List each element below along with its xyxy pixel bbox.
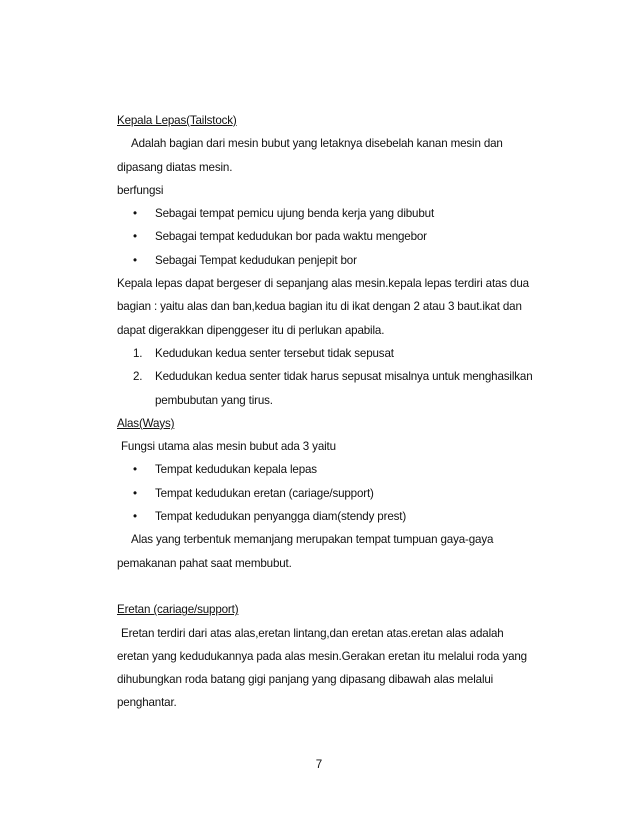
list-item [117,249,557,272]
carriage-para-line2: eretan yang kedudukannya pada alas mesin.Gerakan eretan itu melalui roda yang [117,649,527,663]
bullet-icon: • [133,486,137,500]
page-number: 7 [315,758,323,771]
list-item [117,458,557,481]
list-item-text: Sebagai tempat pemicu ujung benda kerja yang dibubut [155,207,435,221]
tailstock-para1-line1: Adalah bagian dari mesin bubut yang letaknya disebelah kanan mesin dan [131,137,503,151]
tailstock-para2-line2: bagian : yaitu alas dan ban,kedua bagian itu di ikat dengan 2 atau 3 baut.ikat dan [117,300,522,314]
numbered-item-continuation: pembubutan yang tirus. [155,393,273,407]
tailstock-para2-line3: dapat digerakkan dipenggeser itu di perlukan apabila. [117,323,385,337]
list-item-text: Tempat kedudukan eretan (cariage/support) [155,486,374,500]
bullet-icon: • [133,230,137,244]
heading-carriage: Eretan (cariage/support) [117,603,239,617]
numbered-item [117,342,557,365]
tailstock-para1-line2: dipasang diatas mesin. [117,160,233,174]
list-item [117,202,557,225]
heading-ways: Alas(Ways) [117,416,175,430]
ways-para-line1: Alas yang terbentuk memanjang merupakan tempat tumpuan gaya-gaya [131,533,494,547]
numbered-item [117,365,557,388]
heading-tailstock: Kepala Lepas(Tailstock) [117,114,237,127]
numbered-item-text: Kedudukan kedua senter tersebut tidak sepusat [155,346,394,360]
tailstock-function-label: berfungsi [117,183,164,197]
carriage-para-line4: penghantar. [117,696,177,710]
bullet-icon: • [133,510,137,524]
document-body [117,109,557,715]
list-item [117,225,557,248]
list-item-text: Tempat kedudukan penyangga diam(stendy prest) [155,510,407,524]
item-number: 2. [133,370,143,384]
tailstock-para2-line1: Kepala lepas dapat bergeser di sepanjang alas mesin.kepala lepas terdiri atas dua [117,277,529,291]
list-item [117,482,557,505]
numbered-item-text: Kedudukan kedua senter tidak harus sepusat misalnya untuk menghasilkan [155,370,533,384]
bullet-icon: • [133,207,137,221]
ways-para-line2: pemakanan pahat saat membubut. [117,556,292,570]
item-number: 1. [133,346,143,360]
ways-intro: Fungsi utama alas mesin bubut ada 3 yaitu [121,440,336,454]
bullet-icon: • [133,253,137,267]
list-item-text: Tempat kedudukan kepala lepas [155,463,317,477]
carriage-para-line3: dihubungkan roda batang gigi panjang yang dipasang dibawah alas melalui [117,673,494,687]
bullet-icon: • [133,463,137,477]
list-item-text: Sebagai Tempat kedudukan penjepit bor [155,253,357,267]
section-spacer [117,575,557,598]
list-item-text: Sebagai tempat kedudukan bor pada waktu mengebor [155,230,427,244]
list-item [117,505,557,528]
carriage-para-line1: Eretan terdiri dari atas alas,eretan lintang,dan eretan atas.eretan alas adalah [121,626,504,640]
